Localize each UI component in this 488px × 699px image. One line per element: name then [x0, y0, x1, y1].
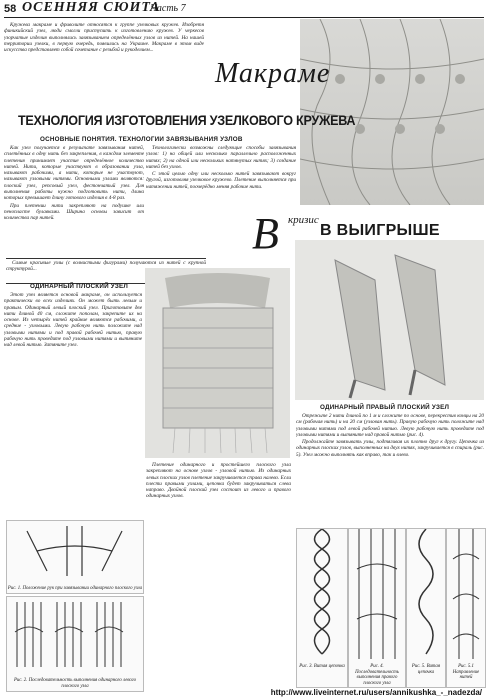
source-url: http://www.liveinternet.ru/users/annikushka_-_nadezda/: [270, 688, 482, 697]
figure-1-caption: Рис. 1. Положение рук при завязывании одинарного плоского узла: [7, 586, 143, 591]
right-flat-text: [296, 413, 484, 523]
intro-text: [4, 22, 204, 107]
figure-5-1: [446, 528, 486, 688]
figure-5: [406, 528, 446, 688]
photo-caption-text: Самые красивые узлы (с волнистыми фигурами) получаются из нитей с крупной структурой...: [6, 260, 206, 273]
figure-5-graphic: [407, 529, 445, 659]
bottom-mid-text: [146, 462, 291, 692]
figure-1: [6, 520, 144, 594]
figure-5-1-graphic: [447, 529, 485, 659]
figure-5-caption: Рис. 5. Витая цепочка: [411, 664, 441, 675]
figure-4-graphic: [349, 529, 405, 659]
figure-2-caption: Рис. 2. Последовательность выполнения одинарного левого плоского узла: [13, 678, 137, 689]
figure-2: [6, 596, 144, 692]
macrame-bag-photo: [145, 268, 290, 458]
right-flat-paragraph-1: Отрежьте 2 нити длиной по 1 м и сложите по основе, перекрестив концы на 20 см (рабочая нить) и на 20 см (узловая нить). Правую рабочую нить положите над узловыми нитями под левой рабочей нитью. Левую рабочую нить проведите под узловыми нитями и вытяните над правой нитью (рис. 4).: [296, 413, 484, 438]
makrame-heading: Макраме: [215, 58, 331, 89]
figure-4: [348, 528, 406, 688]
krize-label: кризис: [288, 214, 319, 226]
basics-paragraph-1: Как узел получается в результате завязывания нитей, сплетённых в одну нить без закрепления, в каждом элементе плетения принимает участие определённое количество нитей. Нити, которые участвуют в образовании узла, называют рабочими, а нити, которые не участвуют, называют узловыми нитями. Основными узлами являются: плоский узел, репсовый узел, фестончатый узел. Для выполнения работы нужно подготовить нити, длина которых превышает длину готового изделия в 4-8 раз.: [4, 145, 144, 202]
right-flat-paragraph-2: Продолжайте завязывать узлы, подтягивая их плотно друг к другу. Цепочка из одинарных плоских узлов, выполненных на двух нитях, закручивается в спираль (рис. 5). Узел можно выполнять как вправо, так и влево.: [296, 439, 484, 458]
figure-3: [296, 528, 348, 688]
figure-3-graphic: [297, 529, 347, 659]
right-paragraph-1: Технологически возможны следующие способы завязывания узлов: 1) на общей или несколько параллельно расположенных нитях; 2) на одной или нескольких натянутых нитях; 3) создание нитей без узлов.: [146, 145, 296, 170]
right-flat-heading: ОДИНАРНЫЙ ПРАВЫЙ ПЛОСКИЙ УЗЕЛ: [320, 404, 450, 411]
magazine-title: ОСЕННЯЯ СЮИТА: [22, 0, 161, 15]
big-letter-v: В: [252, 209, 279, 258]
figure-4-caption: Рис. 4. Последовательность выполнения правого плоского узла: [355, 664, 399, 686]
figure-2-graphic: [7, 597, 143, 673]
technology-title: ТЕХНОЛОГИЯ ИЗГОТОВЛЕНИЯ УЗЕЛКОВОГО КРУЖЕВА: [18, 112, 356, 128]
basics-text: [4, 145, 144, 275]
sandals-photo: [295, 240, 484, 400]
basics-paragraph-2: При плетении нити закрепляют на подушке или пенопласте булавками. Ширина основы зависит от количества пар нитей.: [4, 202, 144, 222]
bag-graphic: [145, 268, 290, 458]
single-flat-heading: ОДИНАРНЫЙ ПЛОСКИЙ УЗЕЛ: [30, 283, 129, 290]
intro-paragraph: Кружева макраме и фриволите относятся к группе узелковых кружев. Изобретя финикийский узел, люди смогли приступить к изготовлению кружев. У черкесов узорчатые изделия выполнялись завязыванием определённых узлов из нитей. На нашей территории узелки, в первую очередь, появились на Украине. Макраме в этом виде искусства представляет собой сочетание с резьбой и рукоделием...: [4, 22, 204, 54]
sandals-graphic: [295, 240, 484, 400]
header-rule: [4, 17, 484, 18]
figure-3-caption: Рис. 3. Витая цепочка: [299, 664, 345, 669]
figure-5-1-caption: Рис. 5.1 Направление нитей: [452, 664, 480, 681]
figure-1-graphic: [7, 521, 143, 581]
page-number: 58: [4, 3, 17, 15]
right-paragraph-2: С этой целью одну или несколько нитей завязывают вокруг другой, изготовляя узелковое кружево. Плетение выполняется при натяжении нитей, поочерёдно меняя рабочие нити.: [146, 171, 296, 190]
part-label: Часть 7: [150, 3, 186, 14]
bottom-mid-paragraph: Плетение одинарного и простейшего плоского узла закрепляют на основе узлов - узловой нитью. Из одинарных левых плоских узлов плетение закручивается справа налево. Если плести правыми узлами, цепочка будет закручиваться слева направо. Двойной плоский узел состоит из левого и правого одинарных узлов.: [146, 462, 291, 500]
vyigrysh-heading: В ВЫИГРЫШЕ: [320, 222, 440, 239]
single-flat-paragraph: Этот узел является основой макраме, он используется практически во всех изделиях. Он может быть левым и правым. Одинарный левый плоский узел. Приготовьте две нити длиной 40 см, сложите пополам, закрепите их на основе. Из четырёх нитей крайние являются рабочими, а средние - узловыми. Левую рабочую нить положите над узловыми нитями и под правой рабочей нитью, правую рабочую нить проведите под узловыми нитями и вытяните над левой нитью. Затяните узел.: [4, 292, 142, 349]
basics-heading: ОСНОВНЫЕ ПОНЯТИЯ. ТЕХНОЛОГИИ ЗАВЯЗЫВАНИЯ УЗЛОВ: [40, 136, 243, 143]
single-flat-text: [4, 292, 142, 514]
